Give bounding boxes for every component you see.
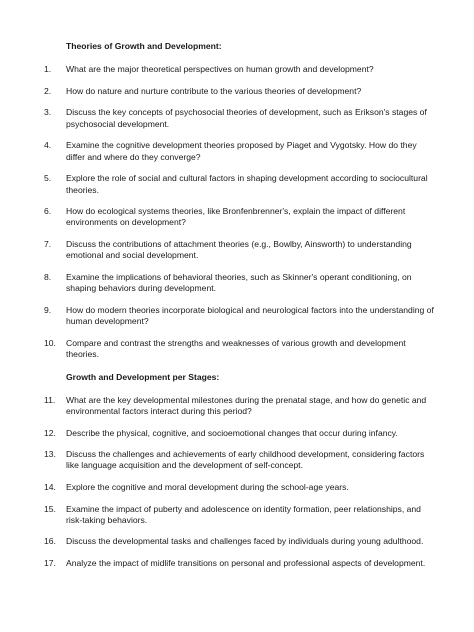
question-text: How do nature and nurture contribute to the various theories of development? [66,85,362,96]
question-text: How do modern theories incorporate biological and neurological factors into the understanding of human development? [66,304,434,327]
question-item [44,304,434,328]
question-text: Explore the cognitive and moral development during the school-age years. [66,481,349,492]
question-item [44,85,434,97]
question-text: Explore the role of social and cultural factors in shaping development according to sociocultural theories. [66,173,428,195]
question-number: 8. [44,271,52,282]
question-number: 16. [44,536,56,547]
question-text: Examine the cognitive development theories proposed by Piaget and Vygotsky. How do they differ and where do they converge? [66,140,417,162]
question-text: Discuss the challenges and achievements of early childhood development, considering factors like language acquisition and the development of self-concept. [66,449,425,471]
question-item [44,239,434,262]
question-number: 7. [44,239,52,250]
question-number: 5. [44,173,52,184]
question-item [44,271,434,295]
question-item [44,206,434,229]
question-number: 11. [44,394,56,405]
question-item [44,558,434,569]
question-item [44,481,434,493]
question-number: 15. [44,503,56,514]
question-number: 3. [44,107,52,118]
question-text: Compare and contrast the strengths and weaknesses of various growth and development theories. [66,337,406,360]
question-number: 2. [44,85,52,96]
question-item [44,107,434,130]
question-text: What are the key developmental milestones during the prenatal stage, and how do genetic and environmental factors interact during this period? [66,394,427,416]
section-heading-stages: Growth and Development per Stages: [66,372,220,383]
question-number: 6. [44,206,52,217]
question-item [44,449,434,472]
question-number: 1. [44,64,52,75]
section-heading-theories: Theories of Growth and Development: [66,41,222,51]
question-item [44,140,434,163]
question-number: 17. [44,558,56,569]
question-item [44,503,434,527]
question-number: 12. [44,427,56,438]
question-number: 14. [44,481,56,492]
question-item [44,64,434,75]
question-text: How do ecological systems theories, like Bronfenbrenner's, explain the impact of different environments on development? [66,206,406,228]
question-item [44,173,434,196]
question-list-stages [44,394,434,570]
question-item [44,427,434,439]
question-text: Analyze the impact of midlife transitions on personal and professional aspects of development. [66,558,426,569]
question-number: 10. [44,337,56,348]
question-item [44,536,434,547]
question-text: Examine the implications of behavioral theories, such as Skinner's operant conditioning, on shaping behaviors during development. [66,271,412,294]
question-text: What are the major theoretical perspectives on human growth and development? [66,64,374,75]
question-text: Discuss the developmental tasks and challenges faced by individuals during young adulthood. [66,536,424,547]
question-text: Describe the physical, cognitive, and socioemotional changes that occur during infancy. [66,427,398,438]
question-number: 9. [44,304,52,315]
question-number: 4. [44,140,52,151]
question-item [44,337,434,361]
question-text: Examine the impact of puberty and adolescence on identity formation, peer relationships, and risk-taking behaviors. [66,503,421,525]
question-text: Discuss the key concepts of psychosocial theories of development, such as Erikson's stages of psychosocial development. [66,107,427,129]
question-item [44,394,434,418]
question-text: Discuss the contributions of attachment theories (e.g., Bowlby, Ainsworth) to understanding emotional and social development. [66,239,412,261]
question-list-theories [44,64,434,360]
question-number: 13. [44,449,56,460]
